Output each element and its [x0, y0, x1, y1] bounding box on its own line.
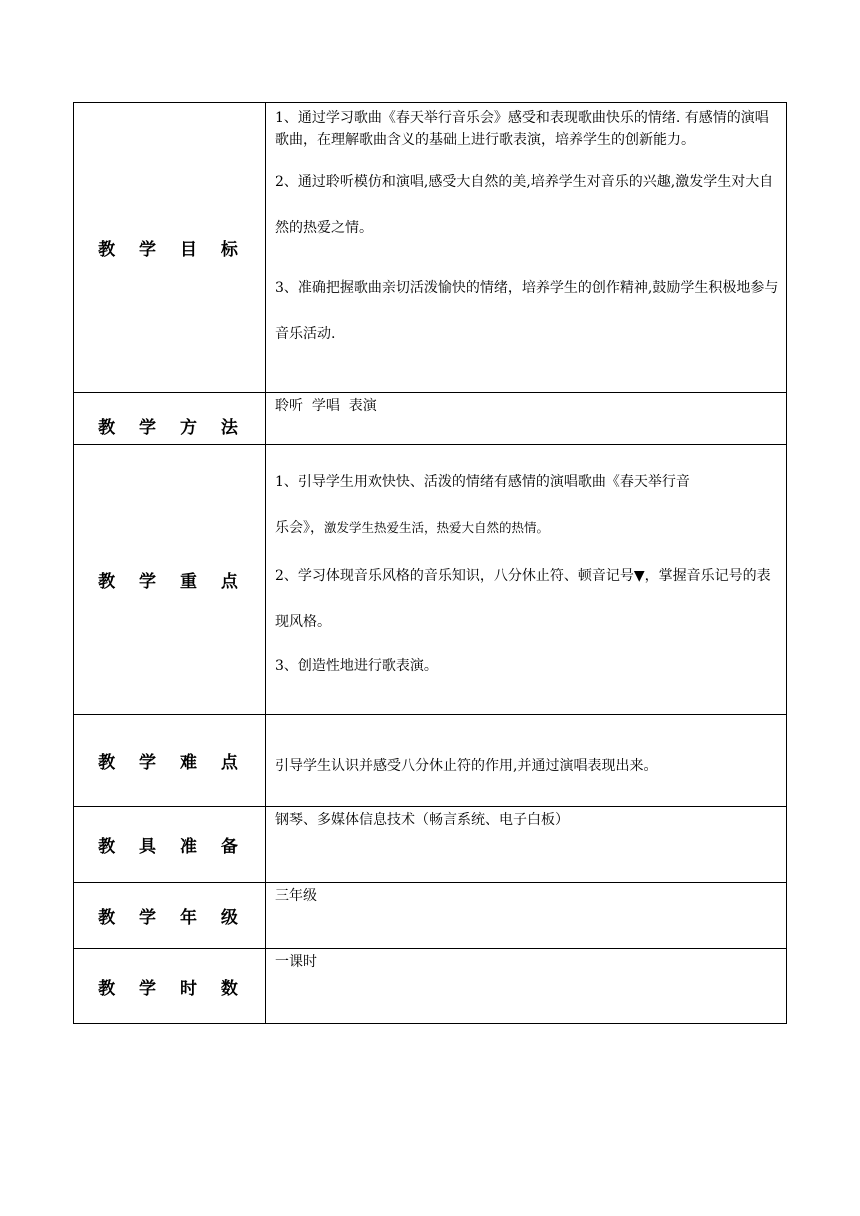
- class-hours-text: 一课时: [275, 954, 317, 970]
- teaching-aids-text: 钢琴、多媒体信息技术（畅言系统、电子白板）: [275, 812, 569, 828]
- row-key-points: [74, 445, 787, 715]
- content-difficulties: [266, 715, 787, 807]
- label-difficulties: 教 学 难 点: [74, 715, 266, 807]
- row-teaching-objectives: [74, 103, 787, 393]
- label-key-points: 教 学 重 点: [74, 445, 266, 715]
- content-teaching-objectives: [266, 103, 787, 393]
- label-class-hours: 教 学 时 数: [74, 949, 266, 1024]
- label-teaching-objectives: 教 学 目 标: [74, 103, 266, 393]
- row-class-hours: [74, 949, 787, 1024]
- label-teaching-methods: 教 学 方 法: [74, 393, 266, 445]
- key-point-item-3: 3、创造性地进行歌表演。: [275, 658, 438, 674]
- content-teaching-aids: [266, 807, 787, 883]
- key-point-item-1-continued: [275, 505, 779, 551]
- row-difficulties: [74, 715, 787, 807]
- row-teaching-methods: [74, 393, 787, 445]
- key-point-item-1: 1、引导学生用欢快快、活泼的情绪有感情的演唱歌曲《春天举行音: [275, 474, 690, 490]
- difficulties-text: 引导学生认识并感受八分休止符的作用,并通过演唱表现出来。: [275, 757, 658, 774]
- key-point-item-1-end: 乐会》，: [275, 520, 324, 536]
- grade-text: 三年级: [275, 888, 317, 904]
- content-teaching-methods: [266, 393, 787, 445]
- key-point-item-2: 2、学习体现音乐风格的音乐知识，八分休止符、顿音记号▼，掌握音乐记号的表现风格。: [275, 568, 771, 630]
- lesson-plan-table: [73, 102, 787, 1024]
- label-teaching-aids: 教 具 准 备: [74, 807, 266, 883]
- objective-item-1: 1、通过学习歌曲《春天举行音乐会》感受和表现歌曲快乐的情绪. 有感情的演唱歌曲，在理解歌曲含义的基础上进行歌表演，培养学生的创新能力。: [275, 110, 769, 148]
- objective-item-2: 2、通过聆听模仿和演唱,感受大自然的美,培养学生对音乐的兴趣,激发学生对大自然的热爱之情。: [275, 174, 774, 236]
- label-grade: 教 学 年 级: [74, 883, 266, 949]
- objective-item-3: 3、准确把握歌曲亲切活泼愉快的情绪，培养学生的创作精神,鼓励学生积极地参与音乐活动.: [275, 280, 779, 342]
- content-key-points: [266, 445, 787, 715]
- methods-text: 聆听 学唱 表演: [275, 398, 377, 414]
- row-teaching-aids: [74, 807, 787, 883]
- row-grade: [74, 883, 787, 949]
- content-grade: [266, 883, 787, 949]
- key-point-item-1-note: 激发学生热爱生活，热爱大自然的热情。: [324, 520, 550, 535]
- content-class-hours: [266, 949, 787, 1024]
